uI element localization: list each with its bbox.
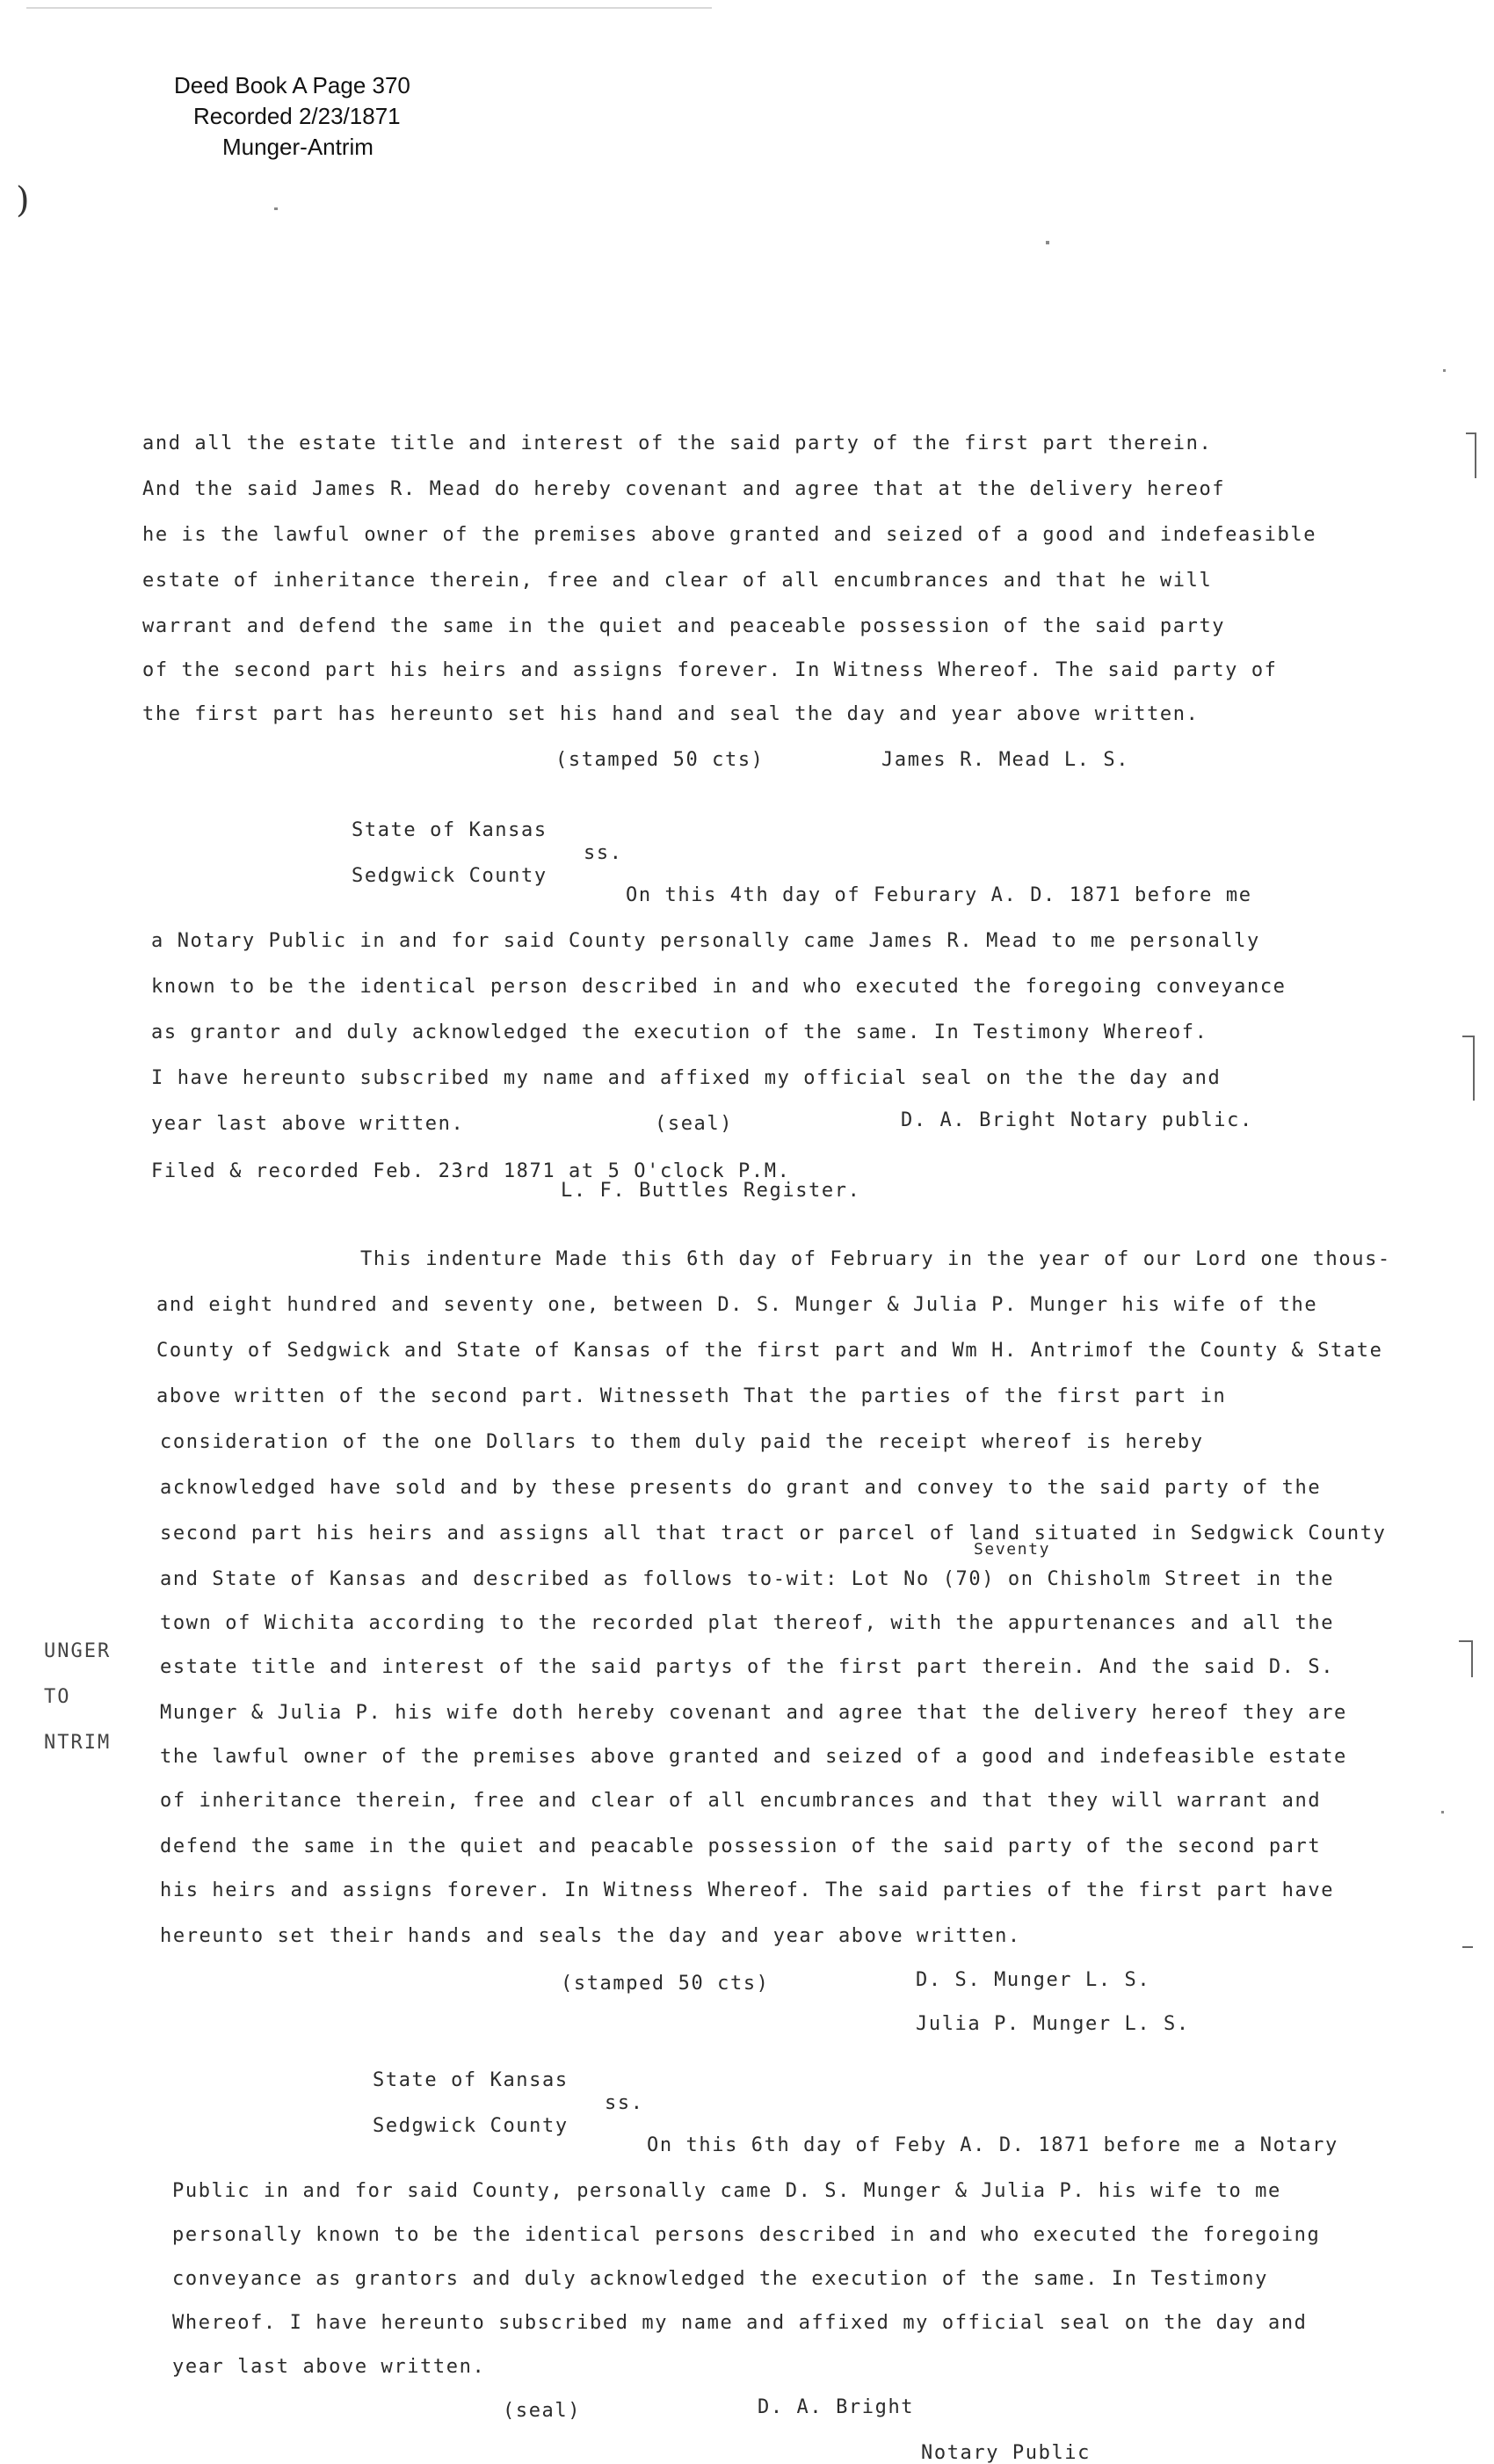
margin-paren-mark: ) <box>16 180 30 221</box>
ack1-ss: ss. <box>584 842 623 864</box>
deed2-stamp: (stamped 50 cts) <box>561 1973 770 1995</box>
margin-note-line: TO <box>44 1686 71 1708</box>
deed2-line: defend the same in the quiet and peacable possession of the said party of the second part <box>160 1835 1322 1857</box>
edge-bracket <box>1466 432 1476 478</box>
deed1-line: and all the estate title and interest of the said party of the first part therein. <box>142 432 1213 454</box>
ack2-seal: (seal) <box>503 2400 582 2422</box>
deed2-line: the lawful owner of the premises above granted and seized of a good and indefeasible estate <box>160 1746 1347 1768</box>
ack1-line: a Notary Public in and for said County personally came James R. Mead to me personally <box>151 930 1260 952</box>
ack2-line: Whereof. I have hereunto subscribed my name and affixed my official seal on the day and <box>172 2312 1308 2334</box>
deed2-line: above written of the second part. Witnesseth That the parties of the first part in <box>156 1385 1227 1407</box>
speck <box>274 207 278 210</box>
ack1-state: State of Kansas <box>352 819 548 841</box>
ack1-last-line: year last above written. <box>151 1113 465 1135</box>
ack2-opening: On this 6th day of Feby A. D. 1871 before me a Notary <box>647 2134 1338 2156</box>
header-book-page: Deed Book A Page 370 <box>174 72 410 98</box>
header-parties: Munger-Antrim <box>222 134 374 160</box>
deed2-line: estate title and interest of the said partys of the first part therein. And the said D. S. <box>160 1656 1335 1678</box>
deed2-line: his heirs and assigns forever. In Witness Whereof. The said parties of the first part have <box>160 1879 1335 1901</box>
margin-note-line: UNGER <box>44 1640 112 1662</box>
ack2-line: year last above written. <box>172 2356 486 2378</box>
margin-note-line: NTRIM <box>44 1732 112 1754</box>
speck <box>1441 1811 1444 1813</box>
deed2-signature-juliapmunger: Julia P. Munger L. S. <box>916 2013 1190 2035</box>
ack2-notary-title: Notary Public <box>921 2442 1091 2464</box>
ack1-seal: (seal) <box>655 1113 734 1135</box>
ack1-line: I have hereunto subscribed my name and affixed my official seal on the the day and <box>151 1067 1222 1089</box>
deed1-line: of the second part his heirs and assigns forever. In Witness Whereof. The said party of <box>142 659 1278 681</box>
deed2-line: County of Sedgwick and State of Kansas of the first part and Wm H. Antrimof the County & State <box>156 1340 1383 1362</box>
deed2-line: consideration of the one Dollars to them duly paid the receipt whereof is hereby <box>160 1431 1204 1453</box>
ack2-county: Sedgwick County <box>373 2115 569 2137</box>
deed2-line: acknowledged have sold and by these presents do grant and convey to the said party of the <box>160 1477 1322 1499</box>
deed2-line: town of Wichita according to the recorded plat thereof, with the appurtenances and all the <box>160 1612 1335 1634</box>
edge-bracket <box>1462 1036 1475 1101</box>
deed1-signature: James R. Mead L. S. <box>881 749 1130 771</box>
deed1-line: the first part has hereunto set his hand and seal the day and year above written. <box>142 703 1200 725</box>
ack2-ss: ss. <box>605 2092 644 2114</box>
deed2-line: Munger & Julia P. his wife doth hereby covenant and agree that the delivery hereof they are <box>160 1702 1347 1724</box>
deed2-line: of inheritance therein, free and clear of all encumbrances and that they will warrant and <box>160 1790 1322 1812</box>
ack1-opening: On this 4th day of Feburary A. D. 1871 before me <box>626 884 1252 906</box>
speck <box>1443 369 1446 372</box>
deed2-line: This indenture Made this 6th day of February in the year of our Lord one thous- <box>360 1248 1391 1270</box>
document-header <box>174 70 438 163</box>
ack1-line: known to be the identical person described in and who executed the foregoing conveyance <box>151 976 1287 998</box>
ack1-filed: Filed & recorded Feb. 23rd 1871 at 5 O'clock P.M. <box>151 1160 791 1182</box>
deed1-line: he is the lawful owner of the premises above granted and seized of a good and indefeasible <box>142 524 1317 546</box>
ack2-notary: D. A. Bright <box>758 2396 915 2418</box>
ack2-line: conveyance as grantors and duly acknowledged the execution of the same. In Testimony <box>172 2268 1268 2290</box>
ack2-line: personally known to be the identical persons described in and who executed the foregoing <box>172 2224 1321 2246</box>
deed1-stamp: (stamped 50 cts) <box>555 749 765 771</box>
deed2-line: second part his heirs and assigns all that tract or parcel of land situated in Sedgwick County <box>160 1523 1387 1545</box>
ack1-register: L. F. Buttles Register. <box>561 1180 861 1202</box>
edge-bracket <box>1459 1640 1473 1677</box>
deed2-line: and State of Kansas and described as follows to-wit: Lot No (70) on Chisholm Street in the <box>160 1568 1335 1590</box>
ack2-line: Public in and for said County, personally came D. S. Munger & Julia P. his wife to me <box>172 2180 1281 2202</box>
ack1-line: as grantor and duly acknowledged the execution of the same. In Testimony Whereof. <box>151 1021 1208 1043</box>
deed2-signature-dsmunger: D. S. Munger L. S. <box>916 1969 1151 1991</box>
deed2-line: and eight hundred and seventy one, between D. S. Munger & Julia P. Munger his wife of the <box>156 1294 1318 1316</box>
deed1-line: And the said James R. Mead do hereby covenant and agree that at the delivery hereof <box>142 478 1226 500</box>
deed2-insert-seventy: Seventy <box>974 1540 1051 1559</box>
ack1-county: Sedgwick County <box>352 865 548 887</box>
page-top-edge <box>26 7 712 9</box>
header-recorded-date: Recorded 2/23/1871 <box>193 103 401 129</box>
deed1-line: warrant and defend the same in the quiet and peaceable possession of the said party <box>142 615 1226 637</box>
edge-bracket <box>1462 1946 1473 1967</box>
deed2-line: hereunto set their hands and seals the day and year above written. <box>160 1925 1021 1947</box>
ack1-notary: D. A. Bright Notary public. <box>901 1109 1253 1131</box>
deed1-line: estate of inheritance therein, free and clear of all encumbrances and that he will <box>142 570 1213 592</box>
ack2-state: State of Kansas <box>373 2069 569 2091</box>
speck <box>1046 241 1049 244</box>
